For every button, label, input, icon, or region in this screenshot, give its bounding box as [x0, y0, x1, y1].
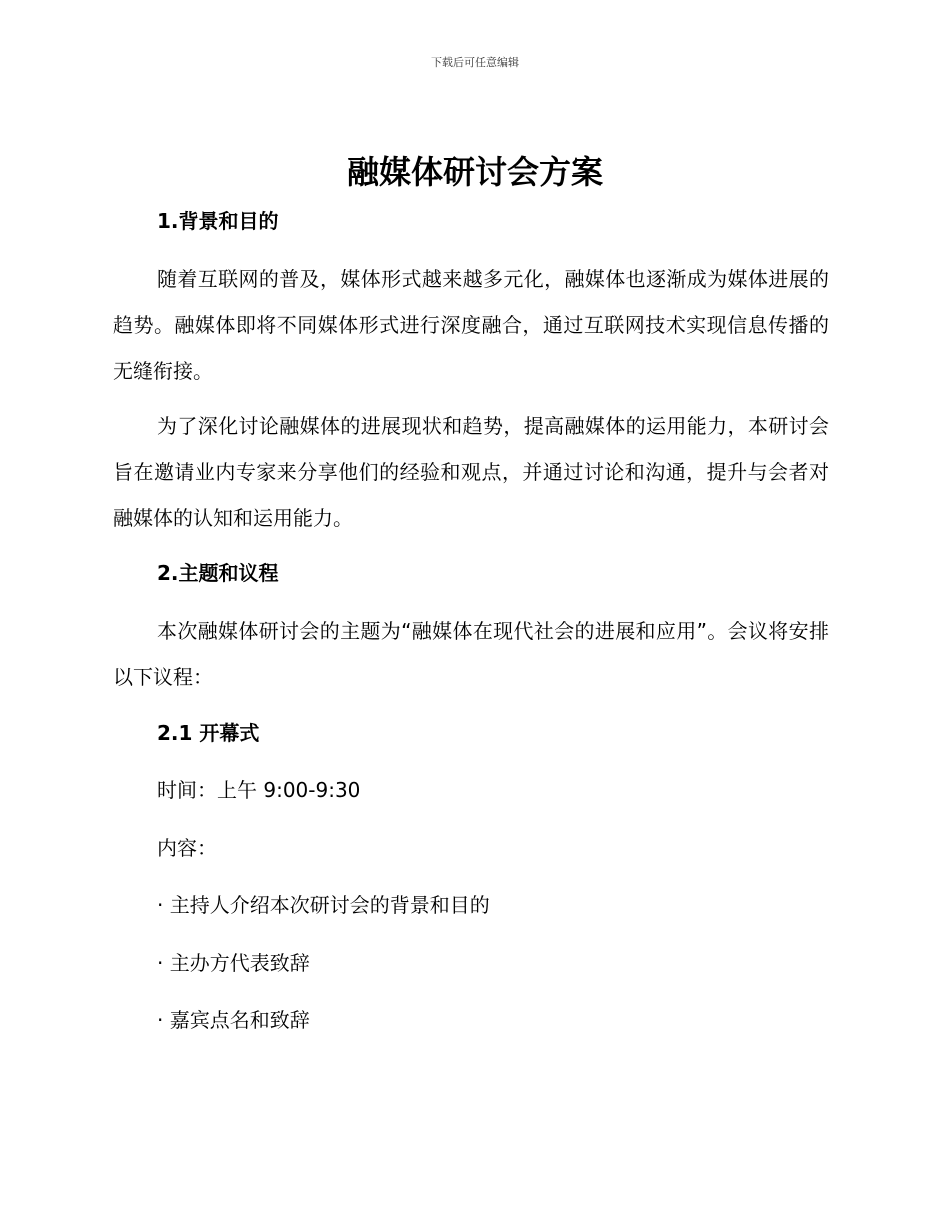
paragraph-purpose: 为了深化讨论融媒体的进展现状和趋势，提高融媒体的运用能力，本研讨会旨在邀请业内专家来分享他们的经验和观点，并通过讨论和沟通，提升与会者对融媒体的认知和运用能力。: [113, 414, 829, 530]
section-heading-theme: 2.主题和议程: [157, 561, 279, 585]
opening-time: 时间：上午 9:00-9:30: [157, 778, 361, 802]
opening-content-label: 内容：: [157, 836, 217, 860]
document-title: 融媒体研讨会方案: [346, 153, 603, 191]
header-note: 下载后可任意编辑: [431, 56, 519, 69]
subsection-heading-opening: 2.1 开幕式: [157, 721, 260, 745]
list-item: · 主办方代表致辞: [157, 951, 310, 975]
paragraph-theme: 本次融媒体研讨会的主题为“融媒体在现代社会的进展和应用”。会议将安排以下议程：: [113, 619, 829, 689]
list-item: · 嘉宾点名和致辞: [157, 1008, 310, 1032]
paragraph-background: 随着互联网的普及，媒体形式越来越多元化，融媒体也逐渐成为媒体进展的趋势。融媒体即将不同媒体形式进行深度融合，通过互联网技术实现信息传播的无缝衔接。: [113, 267, 829, 383]
section-heading-background: 1.背景和目的: [157, 209, 279, 233]
list-item: · 主持人介绍本次研讨会的背景和目的: [157, 893, 490, 917]
